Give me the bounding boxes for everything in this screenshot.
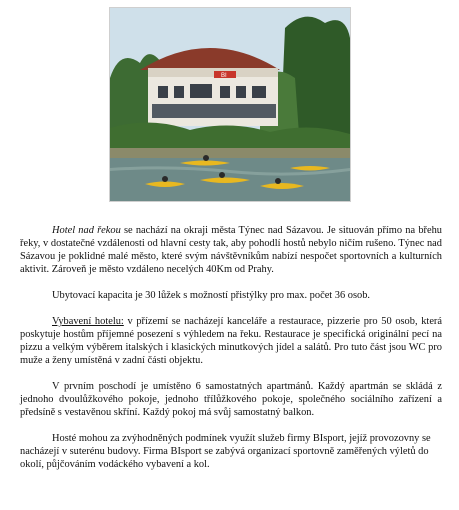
paragraph-equipment — [20, 315, 442, 367]
sign-text: BI — [221, 73, 227, 79]
paragraph-location — [20, 224, 442, 276]
hotel-description — [20, 224, 442, 484]
hotel-illustration — [110, 8, 350, 201]
hotel-name: Hotel nad řekou — [52, 225, 121, 236]
hotel-photo — [109, 7, 351, 202]
paragraph-bisport: Hosté mohou za zvýhodněných podmínek využít služeb firmy BIsport, jejíž provozovny se nacházejí v suterénu budovy. Firma BIsport se zabývá organizací sportovně zaměřených výletů do okolí, půjčováním vodáckého vybavení a kol. — [20, 433, 431, 470]
equipment-text: v přízemí se nacházejí kanceláře a restaurace, pizzerie pro 50 osob, která poskytuje hostům příjemné posezení s výhledem na řeku. Restaurace je specifická originální pecí na pizzu a velkým výběrem italských i klasických minutkových jídel a salátů. Pro tuto část jsou WC pro muže a ženy umístěná v zadní části objektu. — [20, 316, 442, 366]
equipment-heading: Vybavení hotelu: — [52, 316, 124, 327]
paragraph-capacity: Ubytovací kapacita je 30 lůžek s možností přistýlky pro max. počet 36 osob. — [52, 290, 371, 301]
location-text: se nachází na okraji města Týnec nad Sázavou. Je situován přímo na břehu řeky, v dostatečné vzdálenosti od hlavní cesty tak, aby pohodlí hostů nebylo ničím rušeno. Týnec nad Sázavou je poklidné malé město, které svým návštěvníkům nabízí nespočet sportovních a kulturních aktivit. Zároveň je město vzdáleno necelých 40Km od Prahy. — [20, 225, 442, 275]
paragraph-apartments: V prvním poschodí je umístěno 6 samostatných apartmánů. Každý apartmán se skládá z jednoho dvoulůžkového pokoje, jednoho třílůžkového pokoje, společného sociálního zařízení a předsíně s vestavěnou skříní. Každý pokoj má svůj samostatný balkon. — [20, 381, 442, 418]
